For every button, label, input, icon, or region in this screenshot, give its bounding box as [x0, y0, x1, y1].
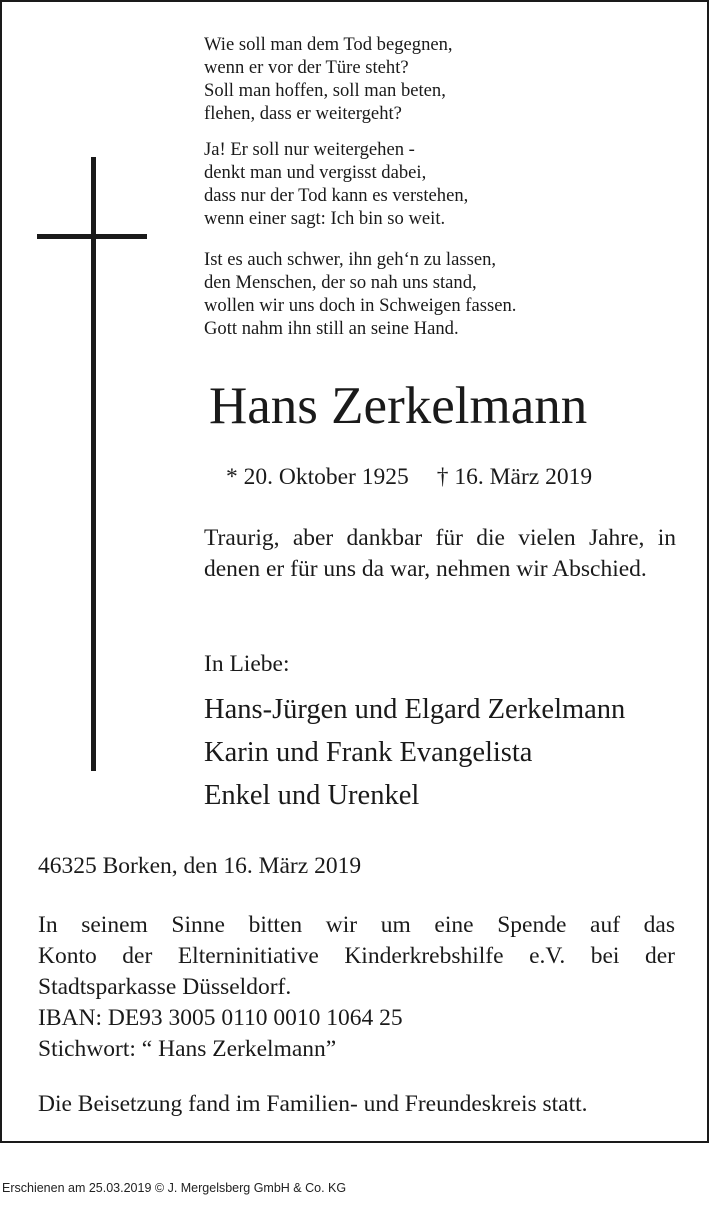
donation-note: [38, 910, 675, 1065]
deceased-name: Hans Zerkelmann: [209, 377, 588, 435]
donation-iban: IBAN: DE93 3005 0110 0010 1064 25: [38, 1005, 403, 1031]
poem-line: Ja! Er soll nur weitergehen -: [204, 139, 415, 160]
death-date: † 16. März 2019: [436, 464, 593, 490]
poem-line: Soll man hoffen, soll man beten,: [204, 80, 446, 101]
poem-line: den Menschen, der so nah uns stand,: [204, 272, 477, 293]
family-member: Karin und Frank Evangelista: [204, 737, 533, 768]
birth-date: * 20. Oktober 1925: [226, 464, 409, 490]
publication-footer: Erschienen am 25.03.2019 © J. Mergelsberg GmbH & Co. KG: [2, 1181, 347, 1195]
poem-line: flehen, dass er weitergeht?: [204, 103, 402, 124]
poem-line: wenn er vor der Türe steht?: [204, 57, 409, 78]
in-love-label: In Liebe:: [204, 651, 290, 677]
mourning-text: Traurig, aber dankbar für die vielen Jahre, in denen er für uns da war, nehmen wir Abschied.: [204, 525, 676, 582]
burial-note: Die Beisetzung fand im Familien- und Freundeskreis statt.: [38, 1091, 588, 1117]
cross-icon-horizontal: [37, 234, 147, 239]
poem-line: wollen wir uns doch in Schweigen fassen.: [204, 295, 517, 316]
poem-line: Wie soll man dem Tod begegnen,: [204, 34, 453, 55]
poem-stanza-1: [204, 33, 624, 125]
poem-line: wenn einer sagt: Ich bin so weit.: [204, 208, 446, 229]
donation-line: Konto der Elterninitiative Kinderkrebshilfe e.V. bei der: [38, 943, 675, 969]
poem-stanza-2: [204, 138, 624, 230]
poem-line: Gott nahm ihn still an seine Hand.: [204, 318, 459, 339]
cross-icon-vertical: [91, 157, 96, 771]
donation-line: Stadtsparkasse Düsseldorf.: [38, 974, 292, 1000]
poem-stanza-3: [204, 248, 624, 340]
family-member: Enkel und Urenkel: [204, 780, 420, 811]
donation-keyword: Stichwort: “ Hans Zerkelmann”: [38, 1036, 337, 1062]
poem-line: denkt man und vergisst dabei,: [204, 162, 427, 183]
donation-line: In seinem Sinne bitten wir um eine Spende auf das: [38, 912, 675, 938]
poem-line: dass nur der Tod kann es verstehen,: [204, 185, 469, 206]
place-date: 46325 Borken, den 16. März 2019: [38, 853, 362, 879]
family-member: Hans-Jürgen und Elgard Zerkelmann: [204, 694, 626, 725]
life-dates: [226, 463, 592, 491]
poem-line: Ist es auch schwer, ihn geh‘n zu lassen,: [204, 249, 497, 270]
